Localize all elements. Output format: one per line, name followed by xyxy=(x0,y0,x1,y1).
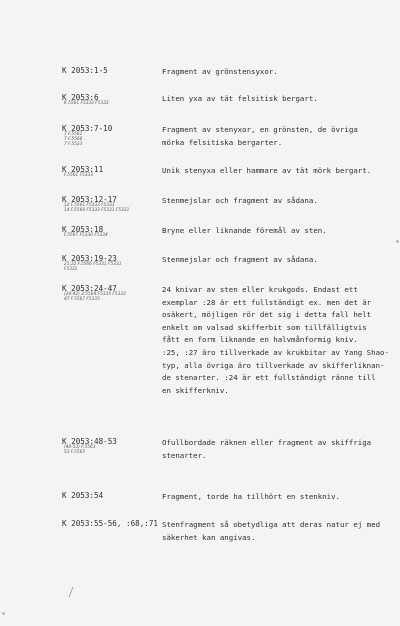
handwritten-note xyxy=(64,445,95,455)
note-line: 14 F.5566 F5333 F5331 F5331 xyxy=(64,208,130,213)
description-line: Stenfragment så obetydliga att deras natur ej med xyxy=(162,520,381,529)
entry-description xyxy=(162,284,392,410)
note-line: 12 F.5561 F5333 F5333 xyxy=(64,203,115,208)
note-line: F.5561 F5333 xyxy=(64,173,93,178)
entry-description xyxy=(162,195,392,208)
entry-key: K 2053:6 xyxy=(62,93,99,102)
description-line: Stenmejslar och fragment av sådana. xyxy=(162,255,318,264)
note-line: (48-53) F.5563 xyxy=(64,445,96,450)
scan-speck xyxy=(396,240,399,243)
entry-description xyxy=(162,254,392,267)
description-line: :25, :27 äro tillverkade av krukbitar av Yang Shao- xyxy=(162,347,389,357)
entry-description xyxy=(162,66,392,79)
description-line: Bryne eller liknande föremål av sten. xyxy=(162,226,327,235)
entry-key: K 2053:7-10 xyxy=(62,124,113,133)
note-line: F.5567 F5330 F5334 xyxy=(64,233,108,238)
description-line: Stenmejslar och fragment av sådana. xyxy=(162,196,318,205)
description-line: exemplar :28 är ett fullständigt ex. men det är xyxy=(162,297,372,307)
description-line: stenarter. xyxy=(162,450,207,460)
handwritten-note xyxy=(64,233,108,238)
entry-key: K 2053:19-23 xyxy=(62,254,117,263)
entry-key: K 2053:18 xyxy=(62,225,104,234)
entry-key: K 2053:1-5 xyxy=(62,66,108,75)
description-line: osäkert, möjligen rör det sig i detta fall helt xyxy=(162,310,372,320)
description-line: Liten yxa av tät felsitisk bergart. xyxy=(162,94,318,103)
entry-description xyxy=(162,124,392,149)
entry-key: K 2053:54 xyxy=(62,491,104,500)
handwritten-note xyxy=(64,173,93,178)
entry-key: K 2053:12-17 xyxy=(62,195,117,204)
entry-description xyxy=(162,165,392,178)
pen-mark-icon xyxy=(68,586,74,598)
note-line: (24-42) 2.5564 F5335 F5333 xyxy=(64,292,126,297)
entry-key: K 2053:11 xyxy=(62,165,104,174)
description-line: de stenarter. :24 är ett fullständigt ränne till xyxy=(162,373,376,383)
handwritten-note xyxy=(64,203,129,213)
entry-description xyxy=(162,491,392,504)
note-line: 47 F.5567 F5335 xyxy=(64,297,100,302)
entry-key: K 2053:55-56, :68,:71 xyxy=(62,519,159,528)
description-line: Fragment av stenyxor, en grönsten, de övriga xyxy=(162,125,358,134)
entry-description xyxy=(162,519,392,544)
entry-description xyxy=(162,225,392,238)
note-line: 7 F.5523 xyxy=(64,142,83,147)
description-line: enkelt om valsad skifferbit som tillfälligtvis xyxy=(162,322,367,332)
handwritten-note xyxy=(64,262,121,272)
note-line: 21,22 F.5566 F5331 F5331 xyxy=(64,262,122,267)
note-line: 53 F.5565 xyxy=(64,450,86,455)
note-line: F5331 xyxy=(64,267,78,272)
description-line: 24 knivar av sten eller krukgods. Endast ett xyxy=(162,285,358,294)
scan-speck xyxy=(2,612,5,615)
note-line: 7 F.5561 xyxy=(64,132,83,137)
note-line: K 5561 F5333 F5333 xyxy=(64,101,109,106)
description-line: Fragment av grönstensyxor. xyxy=(162,67,278,76)
entry-description xyxy=(162,437,392,462)
description-line: säkerhet kan angivas. xyxy=(162,532,256,542)
description-line: Unik stenyxa eller hammare av tät mörk bergart. xyxy=(162,166,372,175)
description-line: Fragment, torde ha tillhört en stenkniv. xyxy=(162,492,340,501)
entry-key: K 2053:48-53 xyxy=(62,437,117,446)
description-line: typ, alla övriga äro tillverkade av skifferliknan- xyxy=(162,360,385,370)
handwritten-note xyxy=(64,132,82,147)
handwritten-note xyxy=(64,101,109,106)
description-line: fått en form liknande en halvmånformig kniv. xyxy=(162,335,358,345)
entry-description xyxy=(162,93,392,106)
note-line: 7 F.5566 xyxy=(64,137,83,142)
description-line: en skifferkniv. xyxy=(162,385,229,395)
description-line: mörka felsitiska bergarter. xyxy=(162,137,283,147)
entry-key: K 2053:24-47 xyxy=(62,284,117,293)
description-line xyxy=(162,397,392,410)
description-line: Ofullbordade räknen eller fragment av skiffriga xyxy=(162,438,372,447)
handwritten-note xyxy=(64,292,126,302)
